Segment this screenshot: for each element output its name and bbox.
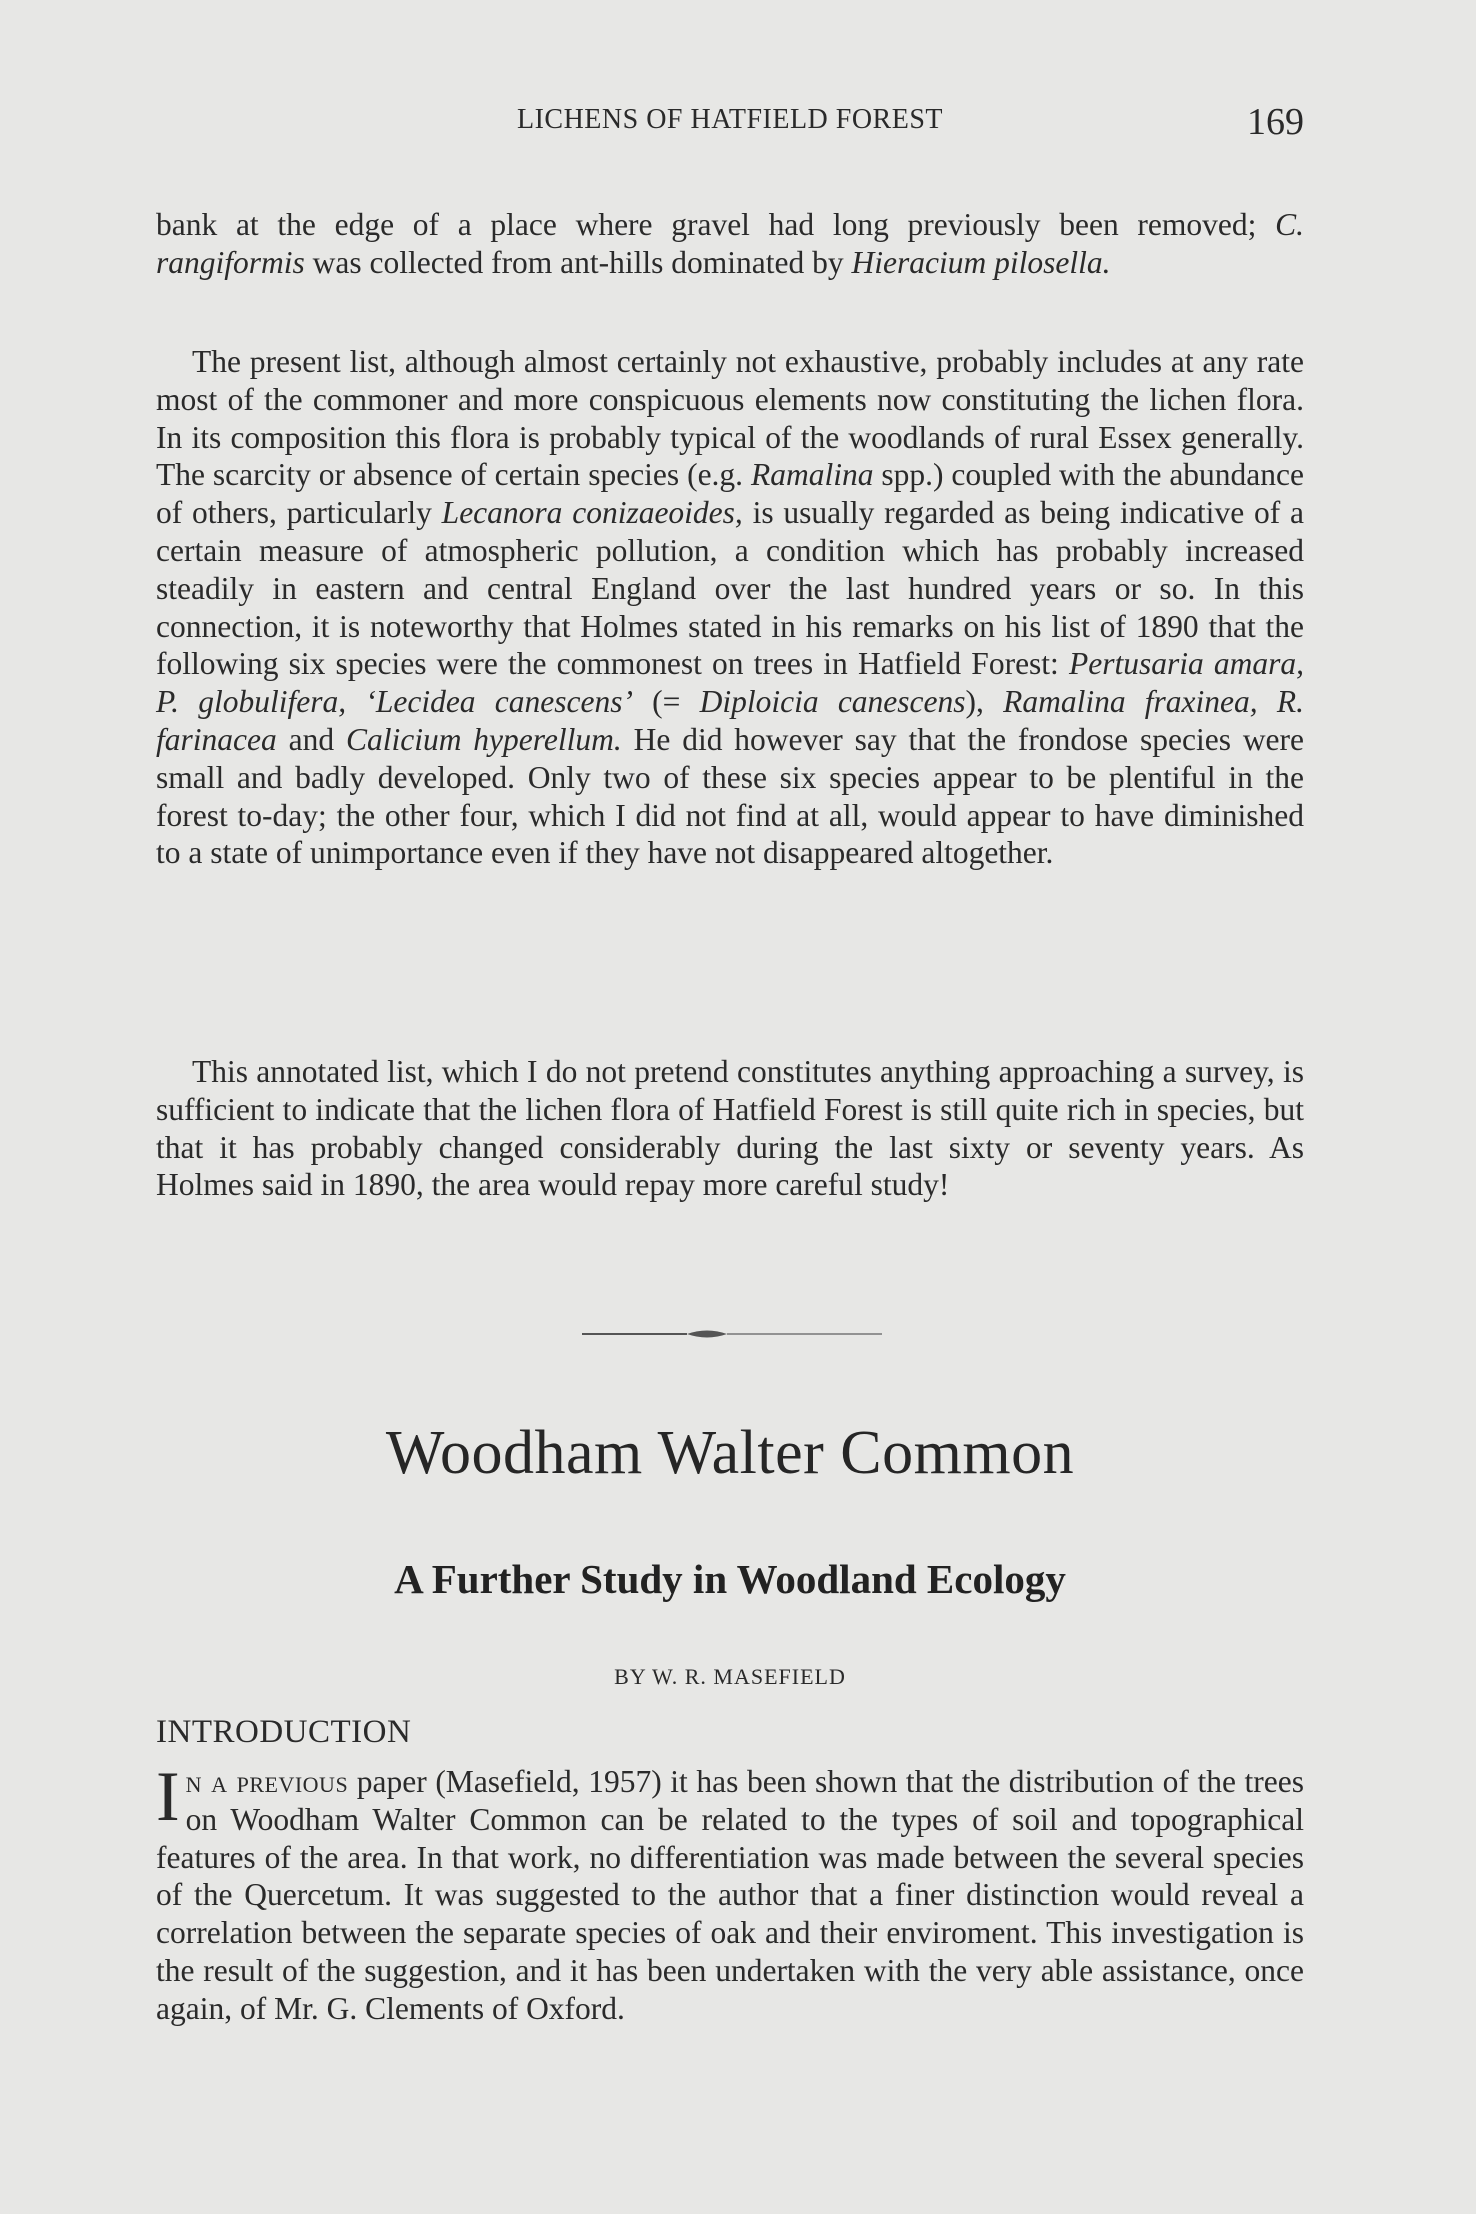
italic-run: Calicium hyperellum. [345, 721, 622, 757]
italic-run: Hieracium pilosella. [851, 244, 1111, 280]
drop-cap: I [156, 1758, 180, 1836]
paragraph-text [156, 1053, 1304, 1204]
paragraph-text [156, 343, 1304, 872]
paragraph-text [156, 206, 1304, 282]
text-run: is usually regarded as being indicative of a certain measure of atmospheric pollution, a condition which has probably increased steadily in eastern and central England over the last hundred years or so. In this connection, it is noteworthy that Holmes stated in his remarks on his list of 1890 that the following six species were the commonest on trees in Hatfield Forest: [156, 495, 1304, 682]
text-run: spp.) coupled with the abundance of others, particularly [156, 457, 1305, 531]
introduction-paragraph [156, 1758, 1304, 2028]
opening-small-caps: n a previous [185, 1764, 349, 1799]
running-title: LICHENS OF HATFIELD FOREST [516, 104, 944, 135]
article-title: Woodham Walter Common [385, 1419, 1075, 1487]
page-number: 169 [1247, 101, 1304, 143]
italic-run: C. rangiformis [156, 207, 1304, 280]
paragraph-3 [156, 1053, 1304, 1204]
page-header [156, 100, 1304, 150]
paragraph-text [156, 1758, 1304, 2028]
text-run: bank at the edge of a place where gravel had long previously been removed; [156, 207, 1276, 242]
article-subtitle: A Further Study in Woodland Ecology [394, 1556, 1066, 1602]
italic-run: Pertusaria amara, P. globulifera, ‘Lecidea canescens’ [156, 646, 1305, 720]
paragraph-1 [156, 206, 1304, 282]
text-run: ), [965, 684, 1004, 720]
text-run: He did however say that the frondose species were small and badly developed. Only two of these six species appear to be plentiful in the forest to-day; the other four, which I did not find at all, would appear to have diminished to a state of unimportance even if they have not disappeared altogether. [156, 721, 1305, 871]
text-run: The present list, although almost certainly not exhaustive, probably includes at any rate most of the commoner and more conspicuous elements now constituting the lichen flora. In its composition this flora is probably typical of the woodlands of rural Essex generally. The scarcity or absence of certain species (e.g. [156, 344, 1304, 493]
section-divider-ornament [582, 1327, 882, 1341]
section-heading: INTRODUCTION [156, 1714, 412, 1750]
paragraph-2 [156, 343, 1304, 872]
text-run: was collected from ant-hills dominated by [304, 244, 852, 280]
author-byline: BY W. R. MASEFIELD [614, 1664, 846, 1689]
italic-run: Lecanora conizaeoides, [441, 495, 743, 531]
intro-text: paper (Masefield, 1957) it has been shown that the distribution of the trees on Woodham Walter Common can be related to the types of soil and topographical features of the area. In that work, no differentiation was made between the several species of the Quercetum. It was suggested to the author that a finer distinction would reveal a correlation between the separate species of oak and their enviroment. This investigation is the result of the suggestion, and it has been undertaken with the very able assistance, once again, of Mr. G. Clements of Oxford. [156, 1764, 1304, 2026]
text-run: This annotated list, which I do not pretend constitutes anything approaching a survey, is sufficient to indicate that the lichen flora of Hatfield Forest is still quite rich in species, but that it has probably changed considerably during the last sixty or seventy years. As Holmes said in 1890, the area would repay more careful study! [156, 1054, 1304, 1203]
italic-run: Ramalina [750, 457, 874, 493]
text-run: and [276, 721, 346, 757]
italic-run: Ramalina fraxinea, R. farinacea [156, 684, 1304, 757]
text-run: (= [632, 684, 700, 720]
italic-run: Diploicia canescens [699, 684, 966, 720]
